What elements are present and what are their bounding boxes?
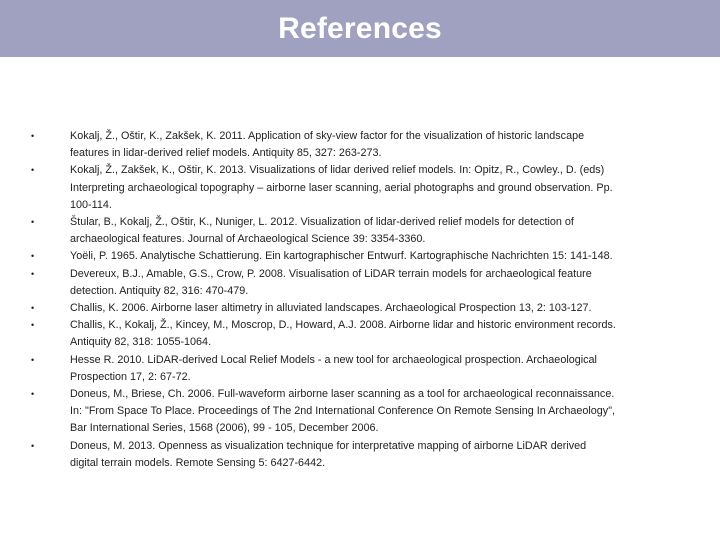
reference-text: Yoëli, P. 1965. Analytische Schattierung. Ein kartographischer Entwurf. Kartographische Nachrichten 15: 141-148.: [70, 250, 613, 263]
reference-list: [0, 128, 720, 472]
reference-item: [0, 128, 720, 162]
reference-text: Doneus, M. 2013. Openness as visualization technique for interpretative mapping of airborne LiDAR derived digital terrain models. Remote Sensing 5: 6427-6442.: [70, 439, 587, 469]
reference-item: [0, 248, 720, 265]
bullet-icon: •: [31, 389, 35, 400]
reference-text: Challis, K. 2006. Airborne laser altimetry in alluviated landscapes. Archaeological Prospection 13, 2: 103-127.: [70, 302, 592, 315]
title-bar: [0, 0, 720, 57]
reference-text: Doneus, M., Briese, Ch. 2006. Full-waveform airborne laser scanning as a tool for archaeological reconnaissance. In: "From Space To Place. Proceedings of The 2nd International Conference On Remote Sensing In Archaeology", Bar International Series, 1568 (2006), 99 - 105, December 2006.: [70, 388, 616, 435]
bullet-icon: •: [31, 440, 35, 451]
bullet-icon: •: [31, 217, 35, 228]
bullet-icon: •: [31, 165, 35, 176]
reference-item: [0, 162, 720, 214]
bullet-icon: •: [31, 303, 35, 314]
bullet-icon: •: [31, 251, 35, 262]
reference-item: [0, 214, 720, 248]
reference-text: Hesse R. 2010. LiDAR-derived Local Relief Models - a new tool for archaeological prospection. Archaeological Prospection 17, 2: 67-72.: [70, 353, 597, 383]
reference-text: Challis, K., Kokalj, Ž., Kincey, M., Moscrop, D., Howard, A.J. 2008. Airborne lidar and historic environment records. Antiquity 82, 318: 1055-1064.: [70, 319, 616, 349]
reference-item: [0, 386, 720, 438]
reference-text: Kokalj, Ž., Zakšek, K., Oštir, K. 2013. Visualizations of lidar derived relief models. In: Opitz, R., Cowley., D. (eds) Interpreting archaeological topography – airborne laser scanning, aerial photographs and ground observation. Pp. 100-114.: [70, 164, 613, 211]
reference-text: Devereux, B.J., Amable, G.S., Crow, P. 2008. Visualisation of LiDAR terrain models for archaeological feature detection. Antiquity 82, 316: 470-479.: [70, 267, 592, 297]
bullet-icon: •: [31, 268, 35, 279]
reference-item: [0, 266, 720, 300]
reference-text: Kokalj, Ž., Oštir, K., Zakšek, K. 2011. Application of sky-view factor for the visualization of historic landscape features in lidar-derived relief models. Antiquity 85, 327: 263-273.: [70, 130, 585, 160]
bullet-icon: •: [31, 131, 35, 141]
page-title: References: [278, 12, 442, 45]
bullet-icon: •: [31, 320, 35, 331]
reference-item: [0, 317, 720, 351]
reference-item: [0, 352, 720, 386]
reference-item: [0, 300, 720, 317]
reference-text: Štular, B., Kokalj, Ž., Oštir, K., Nuniger, L. 2012. Visualization of lidar-derived relief models for detection of archaeological features. Journal of Archaeological Science 39: 3354-3360.: [70, 216, 574, 246]
reference-item: [0, 438, 720, 472]
bullet-icon: •: [31, 354, 35, 365]
